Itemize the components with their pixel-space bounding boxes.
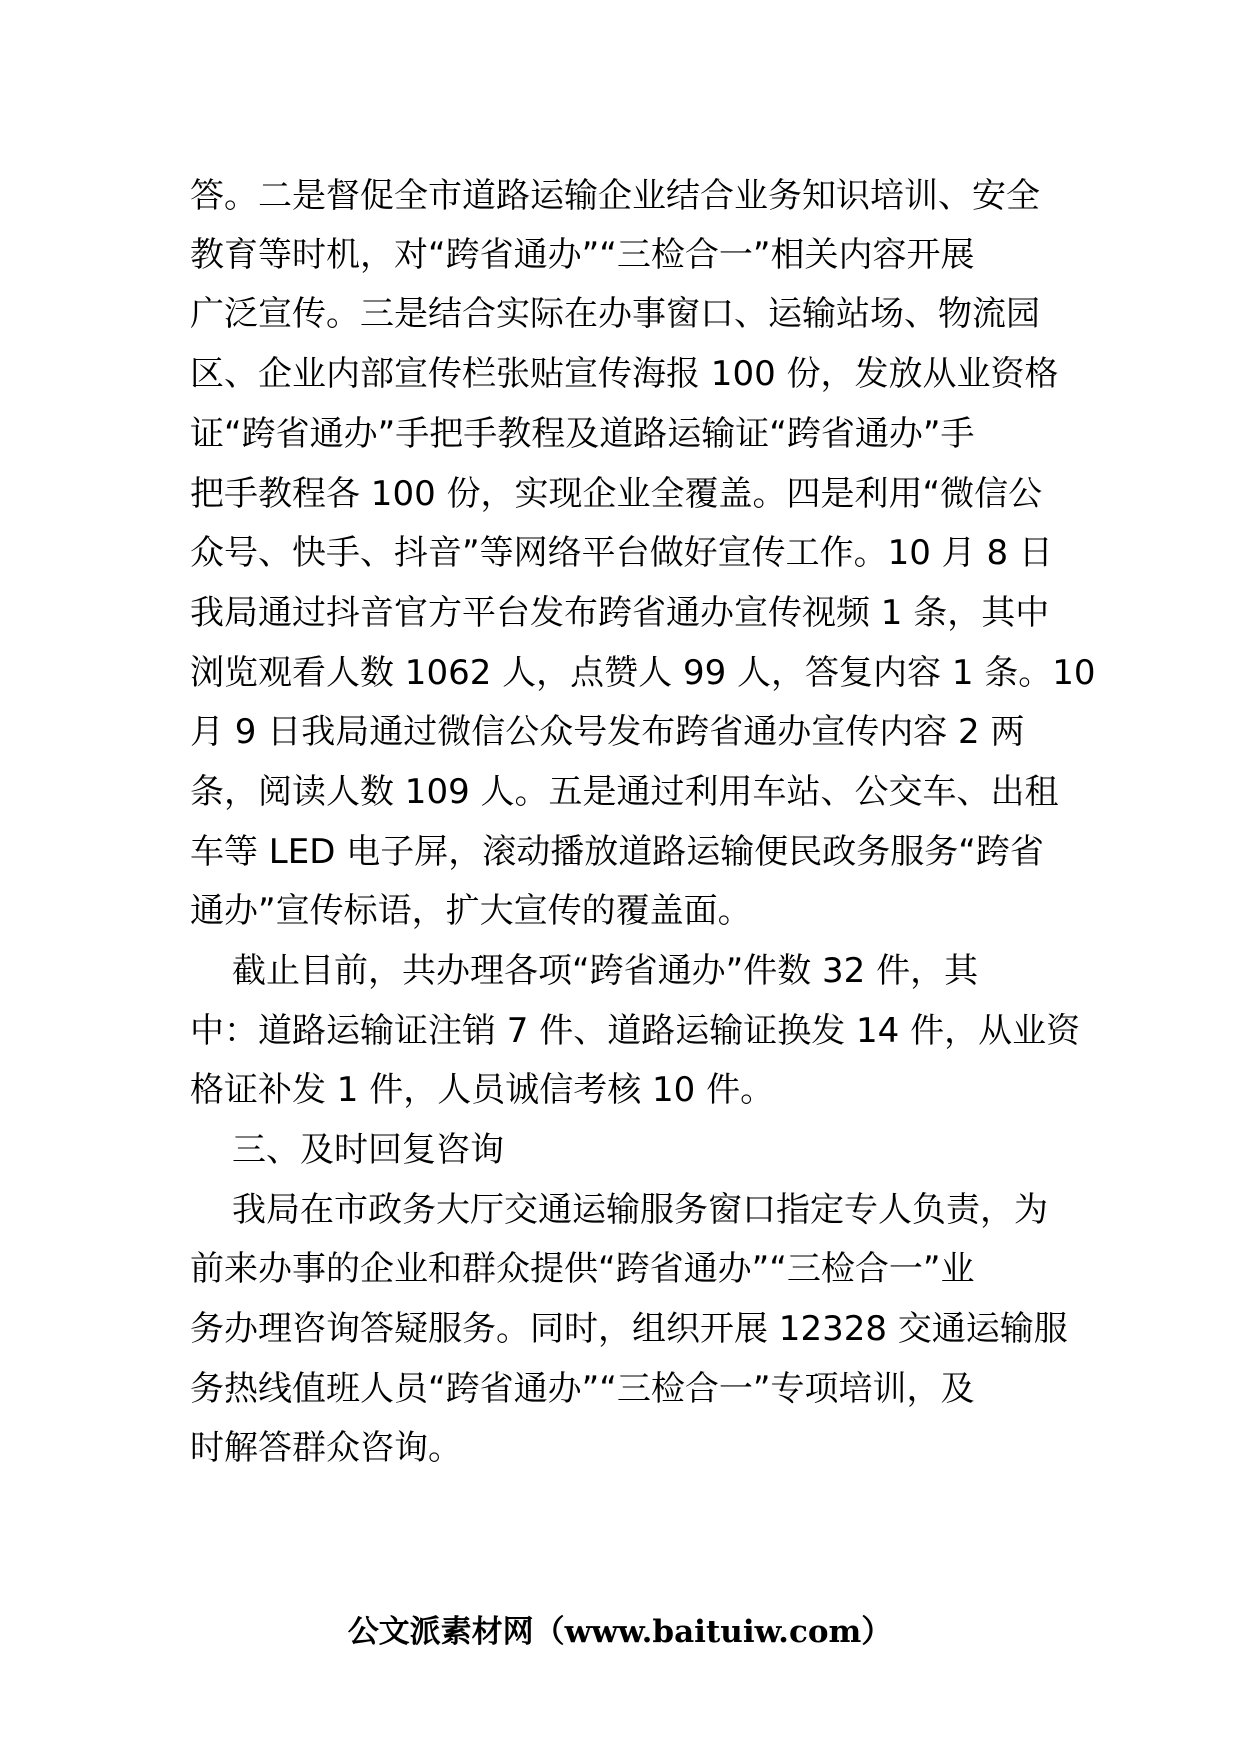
text-line: 条，阅读人数 109 人。五是通过利用车站、公交车、出租 [190, 772, 1059, 812]
text-line: 前来办事的企业和群众提供“跨省通办”“三检合一”业 [190, 1249, 975, 1289]
text-line: 中：道路运输证注销 7 件、道路运输证换发 14 件，从业资 [190, 1011, 1081, 1051]
text-line: 务办理咨询答疑服务。同时，组织开展 12328 交通运输服 [190, 1309, 1068, 1349]
text-line: 时解答群众咨询。 [190, 1428, 462, 1468]
text-line: 车等 LED 电子屏，滚动播放道路运输便民政务服务“跨省 [190, 832, 1044, 872]
paragraph-first-line: 截止目前，共办理各项“跨省通办”件数 32 件，其 [232, 951, 979, 991]
paragraph-first-line: 我局在市政务大厅交通运输服务窗口指定专人负责，为 [232, 1190, 1048, 1230]
text-line: 月 9 日我局通过微信公众号发布跨省通办宣传内容 2 两 [190, 712, 1025, 752]
text-line: 区、企业内部宣传栏张贴宣传海报 100 份，发放从业资格 [190, 354, 1059, 394]
text-line: 广泛宣传。三是结合实际在办事窗口、运输站场、物流园 [190, 294, 1040, 334]
text-line: 答。二是督促全市道路运输企业结合业务知识培训、安全 [190, 176, 1040, 216]
text-line: 我局通过抖音官方平台发布跨省通办宣传视频 1 条，其中 [190, 593, 1050, 633]
text-line: 证“跨省通办”手把手教程及道路运输证“跨省通办”手 [190, 414, 975, 454]
footer-watermark-text: 公文派素材网（www.baituiw.com） [347, 1614, 893, 1650]
text-line: 格证补发 1 件，人员诚信考核 10 件。 [190, 1070, 775, 1110]
text-line: 务热线值班人员“跨省通办”“三检合一”专项培训，及 [190, 1369, 975, 1409]
text-line: 把手教程各 100 份，实现企业全覆盖。四是利用“微信公 [190, 474, 1043, 514]
text-line: 教育等时机，对“跨省通办”“三检合一”相关内容开展 [190, 235, 975, 275]
text-line: 通办”宣传标语，扩大宣传的覆盖面。 [190, 891, 752, 931]
section-heading: 三、及时回复咨询 [232, 1130, 504, 1170]
text-line: 浏览观看人数 1062 人，点赞人 99 人，答复内容 1 条。10 [190, 653, 1096, 693]
text-line: 众号、快手、抖音”等网络平台做好宣传工作。10 月 8 日 [190, 533, 1053, 573]
